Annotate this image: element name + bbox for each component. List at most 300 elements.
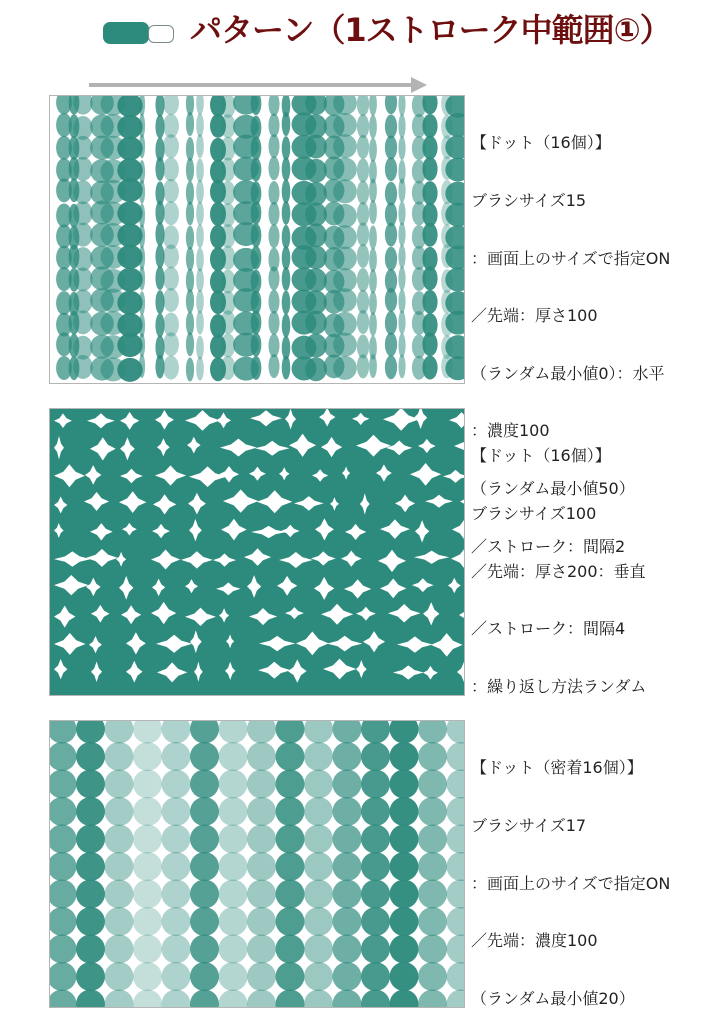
brush-dot <box>369 269 377 293</box>
brush-dot <box>305 357 327 381</box>
pattern-sample-1 <box>49 95 465 384</box>
brush-dot <box>251 356 262 380</box>
brush-dot <box>133 797 162 826</box>
settings-line: ／先端：厚さ100 <box>471 306 598 326</box>
brush-dot <box>390 907 419 936</box>
brush-dot <box>447 797 465 826</box>
brush-dot <box>447 962 465 991</box>
brush-dot <box>105 880 134 909</box>
pattern-sample-2 <box>49 408 465 696</box>
brush-dot <box>196 248 204 272</box>
brush-dot <box>105 990 134 1008</box>
brush-dot <box>251 136 262 160</box>
brush-dot <box>385 96 397 114</box>
brush-dot <box>418 797 447 826</box>
brush-dot <box>385 355 397 379</box>
brush-dot <box>333 204 357 228</box>
brush-dot <box>333 880 362 909</box>
brush-dot <box>385 182 397 206</box>
brush-dot <box>139 96 145 116</box>
brush-dot <box>76 742 105 771</box>
color-swatch-light <box>148 25 174 43</box>
brush-dot <box>133 962 162 991</box>
brush-dot <box>333 721 362 744</box>
brush-dot <box>73 157 92 181</box>
brush-dot <box>268 202 279 226</box>
brush-dot <box>333 246 357 270</box>
brush-dot <box>304 907 333 936</box>
brush-dot <box>251 333 262 357</box>
brush-dot <box>247 962 276 991</box>
brush-dot <box>163 96 179 115</box>
brush-dot <box>447 852 465 881</box>
brush-dot <box>398 354 405 378</box>
brush-dot <box>398 201 405 225</box>
brush-dot <box>163 332 179 356</box>
brush-dot <box>418 990 447 1008</box>
brush-dot <box>418 721 447 744</box>
brush-dot <box>117 358 142 382</box>
brush-dot <box>163 134 179 158</box>
brush-dot <box>390 880 419 909</box>
brush-dot <box>247 721 276 744</box>
brush-dot <box>50 907 77 936</box>
brush-dot <box>155 290 164 314</box>
pattern-sample-3 <box>49 720 465 1008</box>
brush-dot <box>219 852 248 881</box>
brush-dot <box>139 134 145 158</box>
brush-dot <box>247 990 276 1008</box>
brush-dot <box>447 935 465 964</box>
brush-dot <box>186 137 194 161</box>
brush-dot <box>357 158 369 182</box>
brush-dot <box>186 158 194 182</box>
brush-dot <box>422 356 437 380</box>
brush-dot <box>50 880 77 909</box>
brush-dot <box>139 203 145 227</box>
brush-dot <box>219 742 248 771</box>
brush-dot <box>422 290 437 314</box>
brush-dot <box>219 907 248 936</box>
brush-dot <box>268 290 279 314</box>
brush-dot <box>105 721 134 744</box>
brush-dot <box>304 990 333 1008</box>
brush-dot <box>163 245 179 269</box>
brush-dot <box>390 721 419 744</box>
settings-line: ブラシサイズ17 <box>471 816 587 836</box>
brush-dot <box>276 907 305 936</box>
brush-dot <box>105 907 134 936</box>
brush-dot <box>190 721 219 744</box>
brush-dot <box>186 247 194 271</box>
brush-dot <box>418 770 447 799</box>
brush-dot <box>385 288 397 312</box>
brush-dot <box>162 797 191 826</box>
brush-dot <box>162 935 191 964</box>
brush-dot <box>76 990 105 1008</box>
brush-dot <box>282 225 291 249</box>
color-swatch-dark <box>103 22 149 44</box>
brush-dot <box>357 114 369 138</box>
brush-dot <box>369 312 377 336</box>
brush-dot <box>361 962 390 991</box>
brush-dot <box>398 136 405 160</box>
brush-dot <box>398 114 405 138</box>
brush-dot <box>73 310 92 334</box>
brush-dot <box>105 852 134 881</box>
brush-dot <box>305 268 327 292</box>
brush-dot <box>117 268 142 292</box>
brush-dot <box>219 825 248 854</box>
brush-dot <box>76 852 105 881</box>
brush-dot <box>282 136 291 160</box>
brush-dot <box>76 962 105 991</box>
brush-dot <box>163 201 179 225</box>
brush-dot <box>357 310 369 334</box>
brush-dot <box>361 907 390 936</box>
brush-dot <box>196 290 204 314</box>
brush-dot <box>190 825 219 854</box>
settings-line: ／先端：厚さ200：垂直 <box>471 561 646 581</box>
brush-dot <box>333 935 362 964</box>
brush-dot <box>390 990 419 1008</box>
brush-dot <box>219 880 248 909</box>
brush-dot <box>73 223 92 247</box>
brush-dot <box>333 907 362 936</box>
brush-dot <box>50 721 77 744</box>
stroke-direction-arrow-icon <box>89 76 429 94</box>
brush-dot <box>282 267 291 291</box>
settings-line: 【ドット（16個）】 <box>471 446 611 466</box>
settings-line: ：画面上のサイズで指定ON <box>471 873 671 893</box>
brush-dot <box>73 267 92 291</box>
brush-dot <box>333 113 357 137</box>
brush-dot <box>221 137 236 161</box>
brush-dot <box>163 267 179 291</box>
settings-line: （ランダム最小値50） <box>471 479 635 499</box>
brush-dot <box>196 336 204 360</box>
brush-dot <box>76 770 105 799</box>
brush-dot <box>276 742 305 771</box>
brush-dot <box>251 246 262 270</box>
brush-dot <box>190 770 219 799</box>
brush-dot <box>418 907 447 936</box>
brush-dot <box>117 201 142 225</box>
brush-dot <box>398 245 405 269</box>
brush-dot <box>117 291 142 315</box>
brush-dot <box>247 852 276 881</box>
brush-dot <box>76 721 105 744</box>
brush-dot <box>357 244 369 268</box>
brush-dot <box>133 880 162 909</box>
brush-dot <box>162 852 191 881</box>
brush-dot <box>163 179 179 203</box>
brush-dot <box>76 797 105 826</box>
brush-dot <box>357 96 369 116</box>
brush-dot <box>385 135 397 159</box>
brush-dot <box>219 770 248 799</box>
pattern-sample-3-graphic <box>50 721 464 1007</box>
brush-dot <box>221 246 236 270</box>
brush-dot <box>282 112 291 136</box>
brush-dot <box>50 852 77 881</box>
brush-dot <box>422 136 437 160</box>
brush-dot <box>361 852 390 881</box>
brush-dot <box>196 202 204 226</box>
brush-dot <box>304 962 333 991</box>
brush-dot <box>333 797 362 826</box>
brush-dot <box>268 354 279 378</box>
settings-line: ブラシサイズ100 <box>471 504 597 524</box>
brush-dot <box>398 178 405 202</box>
brush-dot <box>247 742 276 771</box>
brush-dot <box>133 721 162 744</box>
brush-dot <box>398 267 405 291</box>
brush-dot <box>398 289 405 313</box>
brush-dot <box>447 907 465 936</box>
brush-dot <box>73 201 92 225</box>
brush-dot <box>196 96 204 115</box>
brush-dot <box>447 990 465 1008</box>
brush-dot <box>133 742 162 771</box>
brush-dot <box>276 880 305 909</box>
brush-dot <box>133 825 162 854</box>
brush-dot <box>268 266 279 290</box>
brush-dot <box>186 332 194 356</box>
brush-dot <box>251 270 262 294</box>
brush-dot <box>186 289 194 313</box>
brush-dot <box>333 225 357 249</box>
settings-line: ブラシサイズ15 <box>471 191 587 211</box>
settings-line: （ランダム最小値0）：水平 <box>471 363 665 383</box>
brush-dot <box>162 907 191 936</box>
brush-dot <box>190 990 219 1008</box>
settings-line: ／ストローク：間隔2 <box>471 536 626 556</box>
brush-dot <box>139 114 145 138</box>
settings-line: ：濃度100 <box>471 421 550 441</box>
brush-dot <box>422 157 437 181</box>
brush-dot <box>282 201 291 225</box>
brush-dot <box>268 156 279 180</box>
brush-dot <box>219 962 248 991</box>
brush-dot <box>357 354 369 378</box>
brush-dot <box>304 770 333 799</box>
brush-dot <box>369 179 377 203</box>
brush-dot <box>50 962 77 991</box>
brush-dot <box>196 134 204 158</box>
brush-dot <box>219 935 248 964</box>
brush-dot <box>163 356 179 380</box>
brush-dot <box>361 770 390 799</box>
brush-dot <box>357 202 369 226</box>
brush-dot <box>139 246 145 270</box>
brush-dot <box>369 200 377 224</box>
brush-dot <box>117 333 142 357</box>
brush-dot <box>186 269 194 293</box>
brush-dot <box>276 797 305 826</box>
brush-dot <box>162 990 191 1008</box>
brush-dot <box>390 797 419 826</box>
brush-dot <box>155 96 164 117</box>
brush-dot <box>247 880 276 909</box>
brush-dot <box>333 179 357 203</box>
brush-dot <box>305 245 327 269</box>
brush-dot <box>268 334 279 358</box>
brush-dot <box>333 333 357 357</box>
brush-dot <box>73 136 92 160</box>
brush-dot <box>268 181 279 205</box>
brush-dot <box>369 115 377 139</box>
brush-dot <box>304 721 333 744</box>
brush-dot <box>219 721 248 744</box>
brush-dot <box>357 222 369 246</box>
brush-dot <box>385 115 397 139</box>
brush-dot <box>304 880 333 909</box>
brush-dot <box>333 852 362 881</box>
brush-dot <box>418 935 447 964</box>
brush-dot <box>50 797 77 826</box>
brush-dot <box>190 962 219 991</box>
brush-dot <box>304 797 333 826</box>
settings-line: ：繰り返し方法ランダム <box>471 676 647 696</box>
brush-dot <box>190 880 219 909</box>
brush-dot <box>219 797 248 826</box>
brush-dot <box>276 962 305 991</box>
brush-dot <box>357 268 369 292</box>
brush-dot <box>50 935 77 964</box>
brush-dot <box>196 158 204 182</box>
brush-dot <box>251 310 262 334</box>
brush-dot <box>251 116 262 140</box>
brush-dot <box>304 935 333 964</box>
brush-dot <box>282 246 291 270</box>
brush-dot <box>162 770 191 799</box>
brush-dot <box>251 223 262 247</box>
brush-dot <box>268 96 279 116</box>
brush-dot <box>418 742 447 771</box>
brush-dot <box>282 314 291 338</box>
brush-dot <box>333 312 357 336</box>
brush-dot <box>117 223 142 247</box>
brush-dot <box>186 201 194 225</box>
brush-dot <box>73 289 92 313</box>
brush-dot <box>162 721 191 744</box>
brush-dot <box>247 907 276 936</box>
brush-dot <box>422 181 437 205</box>
brush-dot <box>117 137 142 161</box>
brush-dot <box>196 268 204 292</box>
brush-dot <box>282 291 291 315</box>
brush-dot <box>268 224 279 248</box>
brush-dot <box>333 770 362 799</box>
brush-dot <box>333 825 362 854</box>
brush-dot <box>422 332 437 356</box>
brush-dot <box>190 852 219 881</box>
brush-dot <box>196 224 204 248</box>
brush-dot <box>133 770 162 799</box>
settings-line: ／先端：濃度100 <box>471 931 598 951</box>
brush-dot <box>186 226 194 250</box>
brush-dot <box>369 96 377 116</box>
brush-dot <box>276 935 305 964</box>
brush-dot <box>190 935 219 964</box>
brush-dot <box>369 291 377 315</box>
brush-dot <box>117 245 142 269</box>
brush-dot <box>333 742 362 771</box>
brush-dot <box>333 962 362 991</box>
brush-dot <box>139 354 145 378</box>
brush-dot <box>105 935 134 964</box>
brush-dot <box>276 825 305 854</box>
brush-dot <box>385 157 397 181</box>
brush-dot <box>133 852 162 881</box>
brush-dot <box>276 990 305 1008</box>
brush-dot <box>186 112 194 136</box>
brush-dot <box>162 742 191 771</box>
brush-dot <box>361 797 390 826</box>
brush-dot <box>139 267 145 291</box>
brush-dot <box>186 311 194 335</box>
brush-dot <box>139 291 145 315</box>
brush-dot <box>385 311 397 335</box>
sample-3-settings <box>471 720 670 1027</box>
brush-dot <box>385 247 397 271</box>
brush-dot <box>221 270 236 294</box>
pattern-sample-2-graphic <box>50 409 464 695</box>
brush-dot <box>398 310 405 334</box>
brush-dot <box>247 770 276 799</box>
brush-dot <box>385 223 397 247</box>
brush-dot <box>76 907 105 936</box>
brush-dot <box>422 114 437 138</box>
brush-dot <box>251 201 262 225</box>
brush-dot <box>398 96 405 116</box>
brush-dot <box>418 852 447 881</box>
brush-dot <box>133 990 162 1008</box>
brush-dot <box>190 797 219 826</box>
brush-dot <box>390 935 419 964</box>
brush-dot <box>219 990 248 1008</box>
brush-dot <box>422 266 437 290</box>
settings-line: （ランダム最小値20） <box>471 988 635 1008</box>
brush-dot <box>276 721 305 744</box>
brush-dot <box>369 225 377 249</box>
brush-dot <box>117 96 142 117</box>
brush-dot <box>390 742 419 771</box>
brush-dot <box>357 181 369 205</box>
brush-dot <box>139 180 145 204</box>
brush-dot <box>268 311 279 335</box>
brush-dot <box>73 355 92 379</box>
sample-2-settings <box>471 408 646 715</box>
brush-dot <box>139 224 145 248</box>
pattern-sample-1-graphic <box>50 96 464 383</box>
brush-dot <box>190 907 219 936</box>
brush-dot <box>247 935 276 964</box>
brush-dot <box>333 134 357 158</box>
brush-dot <box>333 288 357 312</box>
brush-dot <box>50 825 77 854</box>
brush-dot <box>357 135 369 159</box>
brush-dot <box>276 852 305 881</box>
brush-dot <box>390 852 419 881</box>
brush-dot <box>305 310 327 334</box>
brush-dot <box>282 179 291 203</box>
brush-dot <box>221 203 236 227</box>
brush-dot <box>369 248 377 272</box>
brush-dot <box>162 880 191 909</box>
page-title: パターン（1ストローク中範囲①） <box>190 11 671 49</box>
